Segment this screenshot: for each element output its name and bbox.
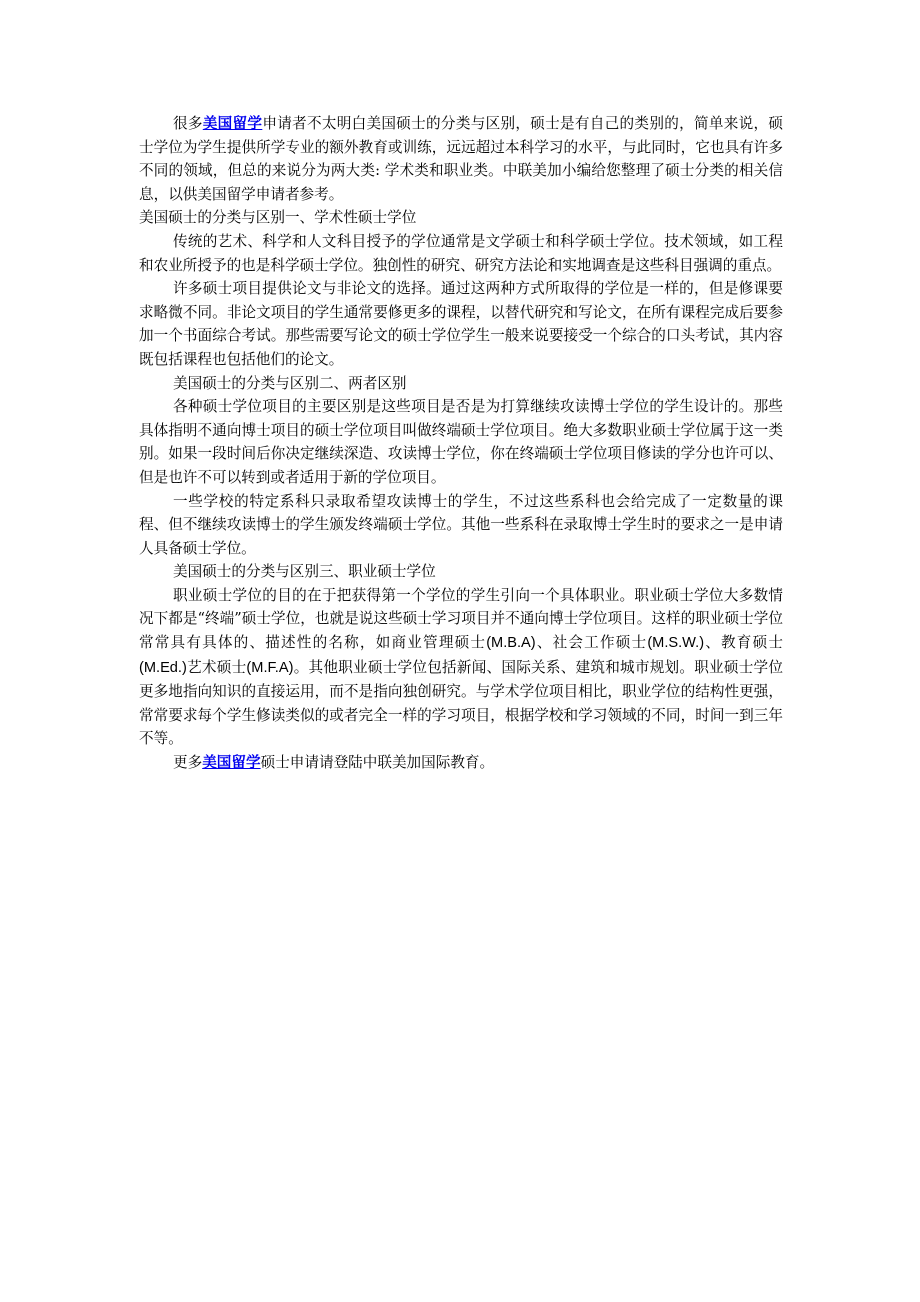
paragraph-intro (139, 112, 783, 206)
paragraph-professional-degrees (139, 584, 783, 751)
professional-text-d: 艺术硕士 (186, 658, 247, 676)
paragraph-closing (139, 751, 783, 775)
study-in-usa-link[interactable]: 美国留学 (202, 115, 263, 132)
professional-text-b: 、社会工作硕士 (535, 634, 648, 652)
med-abbr: (M.Ed.) (139, 659, 187, 676)
paragraph-department-admission: 一些学校的特定系科只录取希望攻读博士的学生，不过这些系科也会给完成了一定数量的课程、但不继续攻读博士的学生颁发终端硕士学位。其他一些系科在录取博士学生时的要求之一是申请人具备硕士学位。 (139, 492, 783, 557)
paragraph-thesis-options: 许多硕士项目提供论文与非论文的选择。通过这两种方式所取得的学位是一样的，但是修课要求略微不同。非论文项目的学生通常要修更多的课程，以替代研究和写论文，在所有课程完成后要参加一个书面综合考试。那些需要写论文的硕士学位学生一般来说要接受一个综合的口头考试，其内容既包括课程也包括他们的论文。 (139, 280, 783, 368)
study-in-usa-link-2[interactable]: 美国留学 (202, 754, 261, 772)
document-body (139, 112, 783, 775)
closing-text-post: 硕士申请请登陆中联美加国际教育。 (260, 754, 495, 772)
paragraph-terminal-degrees: 各种硕士学位项目的主要区别是这些项目是否是为打算继续攻读博士学位的学生设计的。那些具体指明不通向博士项目的硕士学位项目叫做终端硕士学位项目。绝大多数职业硕士学位属于这一类别。如果一段时间后你决定继续深造、攻读博士学位，你在终端硕士学位项目修读的学分也许可以、但是也许不可以转到或者适用于新的学位项目。 (139, 398, 783, 486)
intro-text-post: 申请者不太明白美国硕士的分类与区别，硕士是有自己的类别的，简单来说，硕士学位为学生提供所学专业的额外教育或训练，远远超过本科学习的水平，与此同时，它也具有许多不同的领域，但总的来说分为两大类: 学术类和职业类。中联美加小编给您整理了硕士分类的相关信息，以供美国留学申请者参考。 (139, 115, 783, 203)
mba-abbr: (M.B.A) (486, 635, 536, 652)
professional-text-e: 。其他职业硕士学位包括新闻、国际关系、建筑和城市规划。职业硕士学位更多地指向知识的直接运用，而不是指向独创研究。与学术学位项目相比，职业学位的结构性更强，常常要求每个学生修读类似的或者完全一样的学习项目，根据学校和学习领域的不同，时间一到三年不等。 (139, 658, 783, 748)
closing-text-pre: 更多 (173, 754, 203, 772)
section-heading-academic: 美国硕士的分类与区别一、学术性硕士学位 (139, 209, 417, 227)
section-heading-professional: 美国硕士的分类与区别三、职业硕士学位 (173, 563, 436, 581)
mfa-abbr: (M.F.A) (246, 659, 294, 676)
professional-text-c: 、教育硕士 (704, 634, 783, 652)
msw-abbr: (M.S.W.) (647, 635, 705, 652)
professional-text-a: 职业硕士学位的目的在于把获得第一个学位的学生引向一个具体职业。职业硕士学位大多数情况下都是“终端”硕士学位，也就是说这些硕士学习项目并不通向博士学位项目。这样的职业硕士学位常常具有具体的、描述性的名称，如商业管理硕士 (139, 586, 783, 652)
intro-text-pre: 很多 (173, 115, 203, 132)
paragraph-academic-degrees: 传统的艺术、科学和人文科目授予的学位通常是文学硕士和科学硕士学位。技术领域，如工程和农业所授予的也是科学硕士学位。独创性的研究、研究方法论和实地调查是这些科目强调的重点。 (139, 232, 783, 274)
section-heading-differences: 美国硕士的分类与区别二、两者区别 (173, 374, 407, 392)
